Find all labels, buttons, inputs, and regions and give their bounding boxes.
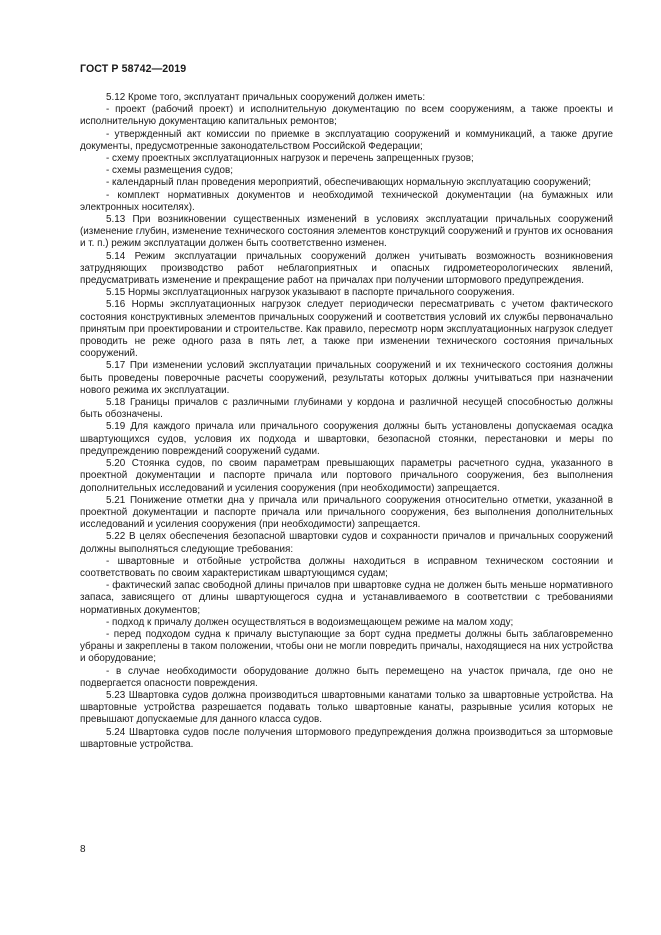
paragraph: 5.24 Швартовка судов после получения штормового предупреждения должна производиться за штормовые швартовные устройства.: [80, 726, 613, 750]
list-item: - фактический запас свободной длины причалов при швартовке судна не должен быть меньше нормативного запаса, зависящего от длины швартующегося судна и устанавливаемого в соответствии с требованиями нормативных документов;: [80, 580, 613, 616]
paragraph: 5.18 Границы причалов с различными глубинами у кордона и различной несущей способностью должны быть обозначены.: [80, 397, 613, 421]
paragraph: 5.21 Понижение отметки дна у причала или причального сооружения относительно отметки, указанной в проектной документации и паспорте причала или причального сооружения, без выполнения дополнительных исследований и усиления сооружения (при необходимости) запрещается.: [80, 494, 613, 531]
paragraph: 5.23 Швартовка судов должна производиться швартовными канатами только за швартовные устройства. На швартовные устройства разрешается подавать только швартовные канаты, разрывные усилия которых не превышают допускаемые для данного класса судов.: [80, 689, 613, 726]
page-number: 8: [80, 844, 86, 855]
paragraph: 5.22 В целях обеспечения безопасной швартовки судов и сохранности причалов и причальных сооружений должны выполняться следующие требования:: [80, 531, 613, 555]
paragraph: 5.12 Кроме того, эксплуатант причальных сооружений должен иметь:: [106, 92, 426, 103]
paragraph: 5.19 Для каждого причала или причального сооружения должны быть установлены допускаемая осадка швартующихся судов, условия их подхода и швартовки, безопасной стоянки, перестановки и меры по предупреждению повреждений сооружений судами.: [80, 421, 613, 457]
list-item: - перед подходом судна к причалу выступающие за борт судна предметы должны быть заблаговременно убраны и закреплены в таком положении, чтобы они не могли повредить причалы, находящиеся на них устройства и оборудование;: [80, 628, 613, 665]
list-item: - в случае необходимости оборудование должно быть перемещено на участок причала, где оно не подвергается опасности повреждения.: [80, 665, 613, 689]
list-item: - схемы размещения судов;: [106, 165, 233, 177]
list-item: - календарный план проведения мероприятий, обеспечивающих нормальную эксплуатацию сооружений;: [106, 177, 591, 189]
list-item: - швартовные и отбойные устройства должны находиться в исправном техническом состоянии и соответствовать по своим характеристикам швартующимся судам;: [80, 555, 613, 579]
paragraph: 5.15 Нормы эксплуатационных нагрузок указывают в паспорте причального сооружения.: [106, 287, 515, 299]
paragraph: 5.17 При изменении условий эксплуатации причальных сооружений и их технического состояния должны быть проведены поверочные расчеты сооружений, результаты которых должны учитываться при назначении нового режима их эксплуатации.: [80, 360, 613, 396]
document-body: [80, 92, 613, 751]
list-item: - схему проектных эксплуатационных нагрузок и перечень запрещенных грузов;: [106, 153, 474, 165]
paragraph: 5.16 Нормы эксплуатационных нагрузок следует периодически пересматривать с учетом фактического состояния конструктивных элементов причальных сооружений и соответствия условий их службы первоначально принятым при проектировании и строительстве. Как правило, пересмотр норм эксплуатационных нагрузок следует проводить не реже одного раза в пять лет, а также при изменении технического состояния причальных сооружений.: [80, 299, 613, 360]
paragraph: 5.14 Режим эксплуатации причальных сооружений должен учитывать возможность возникновения затрудняющих производство работ неблагоприятных и опасных гидрометеорологических явлений, предусматривать изменение и прекращение работ на причалах при получении штормового предупреждения.: [80, 250, 613, 287]
list-item: - подход к причалу должен осуществляться в водоизмещающем режиме на малом ходу;: [106, 616, 514, 628]
paragraph: 5.20 Стоянка судов, по своим параметрам превышающих параметры расчетного судна, указанного в проектной документации и паспорте причала или портового причального сооружения, без выполнения дополнительных исследований и усиления сооружения (при необходимости) запрещается.: [80, 458, 613, 494]
list-item: - комплект нормативных документов и необходимой технической документации (на бумажных или электронных носителях).: [80, 189, 613, 213]
paragraph: 5.13 При возникновении существенных изменений в условиях эксплуатации причальных сооружений (изменение глубин, изменение технического состояния элементов конструкций сооружений и грунтов их основания и т. п.) режим эксплуатации должен быть соответственно изменен.: [80, 214, 613, 250]
list-item: - утвержденный акт комиссии по приемке в эксплуатацию сооружений и коммуникаций, а также другие документы, предусмотренные законодательством Российской Федерации;: [80, 128, 613, 152]
list-item: - проект (рабочий проект) и исполнительную документацию по всем сооружениям, а также проекты и исполнительную документацию капитальных ремонтов;: [80, 104, 613, 128]
standard-designation: ГОСТ Р 58742—2019: [80, 63, 187, 75]
